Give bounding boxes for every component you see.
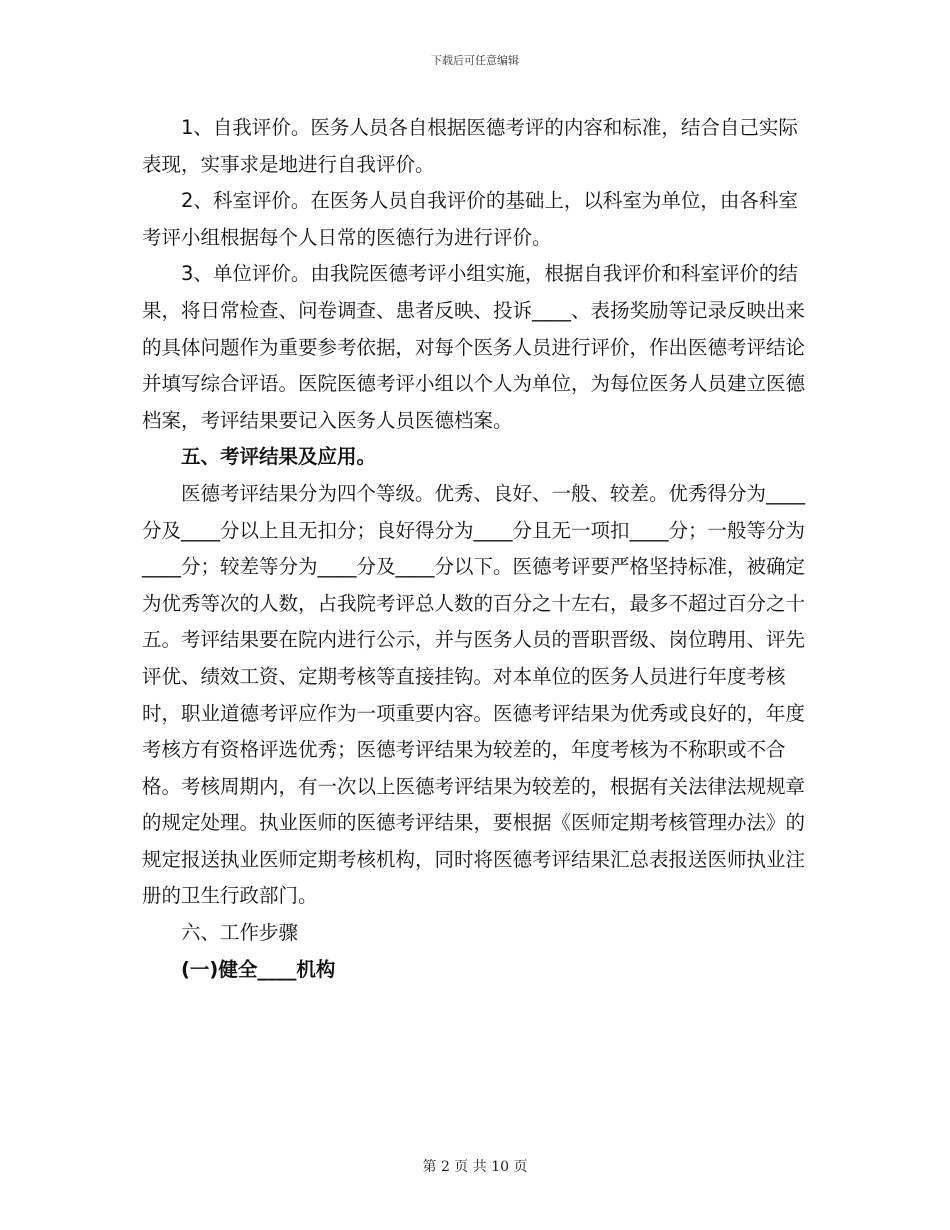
page-header: 下载后可任意编辑 bbox=[431, 54, 519, 67]
page-footer: 第 2 页 共 10 页 bbox=[422, 1159, 528, 1175]
document-body bbox=[142, 110, 812, 988]
section-6-heading: 六、工作步骤 bbox=[181, 921, 299, 945]
section-6-subheading: (一)健全____机构 bbox=[181, 957, 336, 981]
section-5-heading: 五、考评结果及应用。 bbox=[181, 445, 377, 469]
paragraph-self-evaluation: 1、自我评价。医务人员各自根据医德考评的内容和标准，结合自己实际表现，实事求是地进行自我评价。 bbox=[142, 116, 798, 176]
section-5-text: 医德考评结果分为四个等级。优秀、良好、一般、较差。优秀得分为____分及____分以上且无扣分；良好得分为____分且无一项扣____分；一般等分为____分；较差等分为____分及____分以下。医德考评要严格坚持标准，被确定为优秀等次的人数，占我院考评总人数的百分之十左右，最多不超过百分之十五。考评结果要在院内进行公示，并与医务人员的晋职晋级、岗位聘用、评先评优、绩效工资、定期考核等直接挂钩。对本单位的医务人员进行年度考核时，职业道德考评应作为一项重要内容。医德考评结果为优秀或良好的，年度考核方有资格评选优秀；医德考评结果为较差的，年度考核为不称职或不合格。考核周期内，有一次以上医德考评结果为较差的，根据有关法律法规规章的规定处理。执业医师的医德考评结果，要根据《医师定期考核管理办法》的规定报送执业医师定期考核机构，同时将医德考评结果汇总表报送医师执业注册的卫生行政部门。 bbox=[142, 481, 806, 908]
paragraph-unit-evaluation: 3、单位评价。由我院医德考评小组实施，根据自我评价和科室评价的结果，将日常检查、问卷调查、患者反映、投诉____、表扬奖励等记录反映出来的具体问题作为重要参考依据，对每个医务人员进行评价，作出医德考评结论并填写综合评语。医院医德考评小组以个人为单位，为每位医务人员建立医德档案，考评结果要记入医务人员医德档案。 bbox=[142, 262, 806, 432]
paragraph-department-evaluation: 2、科室评价。在医务人员自我评价的基础上，以科室为单位，由各科室考评小组根据每个人日常的医德行为进行评价。 bbox=[142, 189, 798, 249]
